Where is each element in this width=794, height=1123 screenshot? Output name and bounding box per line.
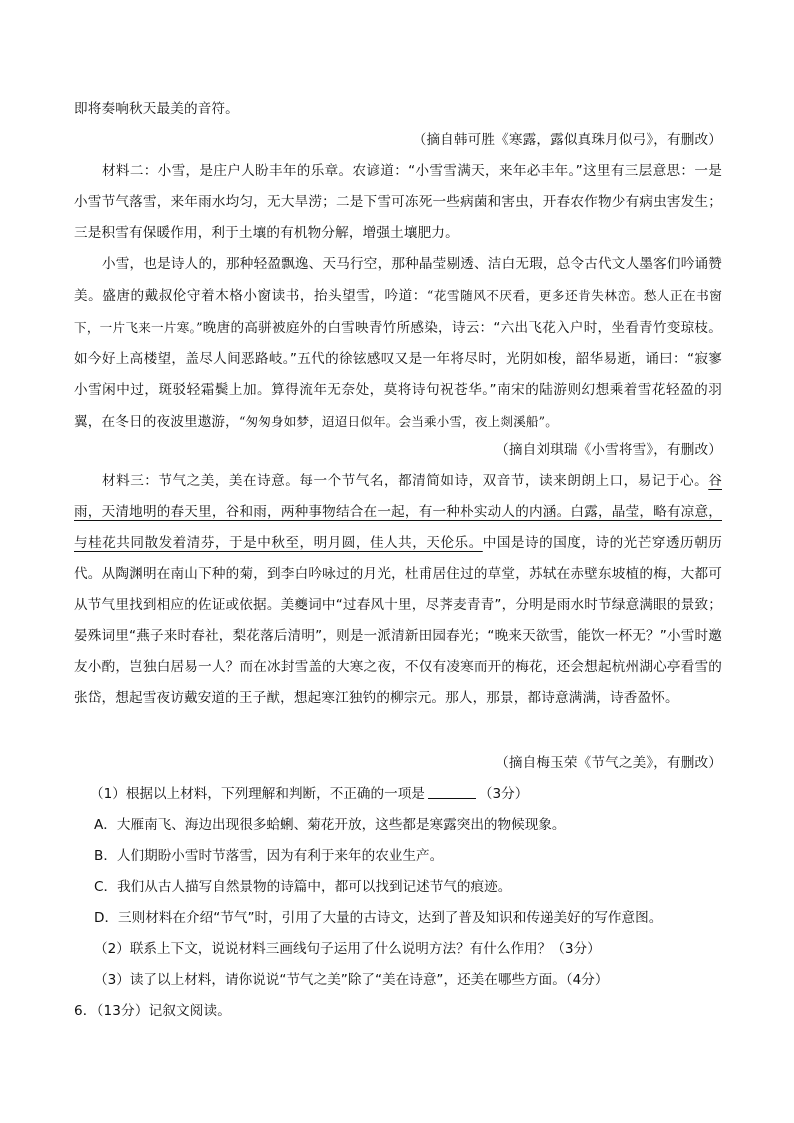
source-citation-3: （摘自梅玉荣《节气之美》，有删改） <box>495 755 722 771</box>
option-b: B．人们期盼小雪时节落雪，因为有利于来年的农业生产。 <box>94 848 444 864</box>
option-a: A．大雁南飞、海边出现很多蛤蜊、菊花开放，这些都是寒露突出的物候现象。 <box>94 817 566 833</box>
question-1-stem: （1）根据以上材料，下列理解和判断，不正确的一项是 <box>90 786 425 802</box>
question-1-score: （3分） <box>478 786 529 802</box>
question-2: （2）联系上下文，说说材料三画线句子运用了什么说明方法？有什么作用？（3分） <box>94 941 601 957</box>
material-two-paragraph-2 <box>74 249 722 438</box>
option-c: C．我们从古人描写自然景物的诗篇中，都可以找到记述节气的痕迹。 <box>94 879 512 895</box>
question-6-heading: 6．（13分）记叙文阅读。 <box>74 1003 232 1019</box>
source-citation-2: （摘自刘琪瑞《小雪将雪》，有删改） <box>495 442 722 458</box>
question-3: （3）读了以上材料，请你说说“节气之美”除了“美在诗意”，还美在哪些方面。（4分） <box>94 972 609 988</box>
underlined-sentence: 谷雨，天清地明的春天里，谷和雨，两种事物结合在一起，有一种朴实动人的内涵。白露，晶莹，略有凉意，与桂花共同散发着清芬，于是中秋至，明月圆，佳人共，天伦乐。 <box>74 473 722 551</box>
m2-p2-text-a: 小雪，也是诗人的，那种轻盈飘逸、天马行空，那种晶莹剔透、洁白无瑕，总令古代文人墨客们吟诵赞美。盛唐的戴叔伦守着木格小窗读书，抬头望雪，吟道： <box>74 256 722 304</box>
m2-p2-text-c: 晚唐的高骈被庭外的白雪映青竹所感染，诗云：“六出飞花入户时，坐看青竹变琼枝。如今好上高楼望，盖尽人间恶路岐。”五代的徐铉感叹又是一年将尽时，光阴如梭，韶华易逝，诵曰：“寂寥小雪闲中过，斑驳轻霜鬓上加。算得流年无奈处，莫将诗句祝苍华。”南宋的陆游则幻想乘着雪花轻盈的羽翼，在冬日的夜波里遨游， <box>74 320 722 430</box>
m3-text-b: 中国是诗的国度，诗的光芒穿透历朝历代。从陶渊明在南山下种的菊，到李白吟咏过的月光，杜甫居住过的草堂，苏轼在赤壁东坡植的梅，大都可从节气里找到相应的佐证或依据。美夔词中“过春风十里，尽荠麦青青”，分明是雨水时节绿意满眼的景致；晏殊词里“燕子来时春社，梨花落后清明”，则是一派清新田园春光；“晚来天欲雪，能饮一杯无？”小雪时邀友小酌，岂独白居易一人？而在冰封雪盖的大寒之夜，不仅有凌寒而开的梅花，还会想起杭州湖心亭看雪的张岱，想起雪夜访戴安道的王子猷，想起寒江独钓的柳宗元。那人，那景，都诗意满满，诗香盈怀。 <box>74 535 722 706</box>
question-1 <box>90 779 722 810</box>
m2-p2-poem-lu: “匆匆身如梦，迢迢日似年。会当乘小雪，夜上剡溪船”。 <box>238 414 558 429</box>
option-d: D．三则材料在介绍“节气”时，引用了大量的古诗文，达到了普及知识和传递美好的写作意图。 <box>94 910 663 926</box>
m2-p2-poem-dai: “花雪随风不厌看，更多还肯失林峦。愁人正在书窗下，一片飞来一片寒。” <box>74 288 723 335</box>
answer-blank[interactable] <box>428 784 476 799</box>
source-citation-1: （摘自韩可胜《寒露，露似真珠月似弓》，有删改） <box>412 132 722 148</box>
material-two-paragraph-1: 材料二：小雪，是庄户人盼丰年的乐章。农谚道：“小雪雪满天，来年必丰年。”这里有三层意思：一是小雪节气落雪，来年雨水均匀，无大旱涝；二是下雪可冻死一些病菌和害虫，开春农作物少有病虫害发生；三是积雪有保暖作用，利于土壤的有机物分解，增强土壤肥力。 <box>74 163 722 241</box>
m3-text-a: 材料三：节气之美，美在诗意。每一个节气名，都清简如诗，双音节，读来朗朗上口，易记于心。 <box>102 473 709 489</box>
material-one-ending: 即将奏响秋天最美的音符。 <box>74 101 239 117</box>
material-three-paragraph <box>74 466 722 714</box>
